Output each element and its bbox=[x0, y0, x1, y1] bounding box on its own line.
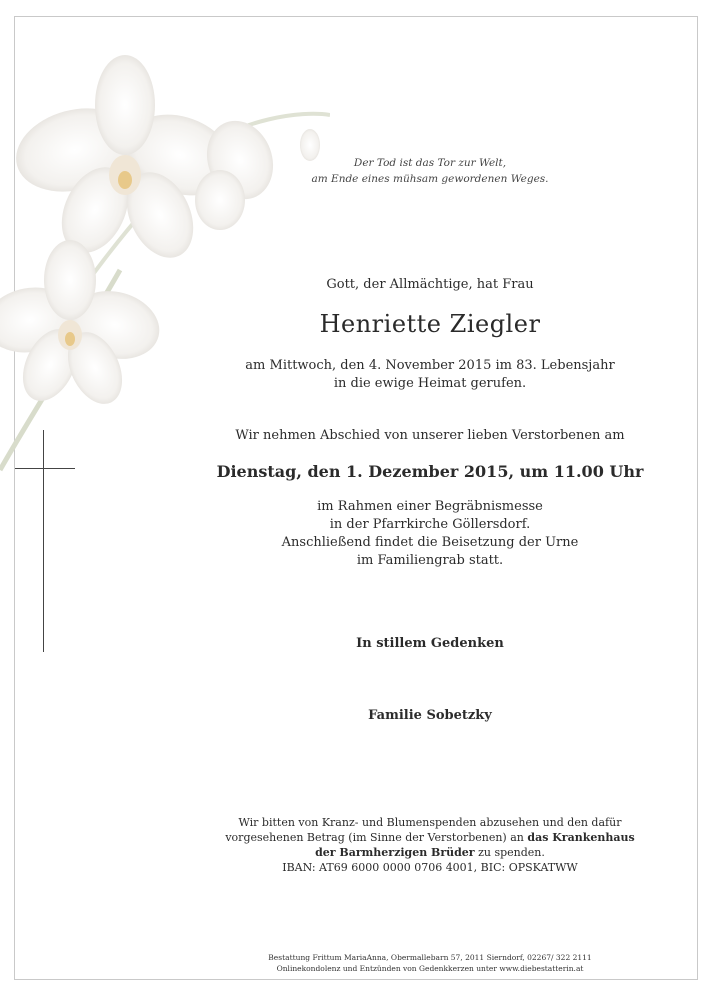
donation-request bbox=[188, 815, 672, 875]
quote-line-2: am Ende eines mühsam gewordenen Weges. bbox=[311, 173, 549, 185]
footer-website: Onlinekondolenz und Entzünden von Gedenkkerzen unter www.diebestatterin.at bbox=[276, 964, 584, 973]
donation-bank-details: IBAN: AT69 6000 0000 0706 4001, BIC: OPSKATWW bbox=[282, 861, 578, 874]
death-line-2: in die ewige Heimat gerufen. bbox=[333, 376, 527, 391]
footer-address: Bestattung Frittum MariaAnna, Obermallebarn 57, 2011 Sierndorf, 02267/ 322 2111 bbox=[268, 953, 592, 962]
place-line-3: Anschließend findet die Beisetzung der Urne bbox=[281, 535, 579, 550]
farewell-text: Wir nehmen Abschied von unserer lieben Verstorbenen am bbox=[235, 428, 625, 443]
place-line-1: im Rahmen einer Begräbnismesse bbox=[317, 499, 543, 514]
cross-icon bbox=[43, 430, 44, 652]
funeral-place bbox=[188, 498, 672, 570]
footer bbox=[188, 952, 672, 974]
intro-text: Gott, der Allmächtige, hat Frau bbox=[326, 277, 534, 292]
cross-icon-bar bbox=[15, 468, 75, 469]
place-line-2: in der Pfarrkirche Göllersdorf. bbox=[329, 517, 531, 532]
place-line-4: im Familiengrab statt. bbox=[356, 553, 504, 568]
funeral-date: Dienstag, den 1. Dezember 2015, um 11.00 Uhr bbox=[216, 462, 644, 481]
donation-recipient-part2: der Barmherzigen Brüder bbox=[315, 846, 475, 859]
memory-text: In stillem Gedenken bbox=[356, 636, 504, 651]
donation-line-3-text: zu spenden. bbox=[474, 846, 545, 859]
quote bbox=[188, 155, 672, 187]
donation-line-1: Wir bitten von Kranz- und Blumenspenden abzusehen und den dafür bbox=[238, 816, 622, 829]
quote-line-1: Der Tod ist das Tor zur Welt, bbox=[353, 157, 507, 169]
donation-line-2-text: vorgesehenen Betrag (im Sinne der Verstorbenen) an bbox=[225, 831, 528, 844]
donation-line-2 bbox=[188, 830, 672, 845]
death-line-1: am Mittwoch, den 4. November 2015 im 83. Lebensjahr bbox=[245, 358, 615, 373]
deceased-name: Henriette Ziegler bbox=[319, 310, 541, 338]
donation-recipient-part1: das Krankenhaus bbox=[527, 831, 635, 844]
death-notice bbox=[188, 357, 672, 393]
donation-line-3 bbox=[188, 845, 672, 860]
family-signature: Familie Sobetzky bbox=[368, 708, 492, 723]
